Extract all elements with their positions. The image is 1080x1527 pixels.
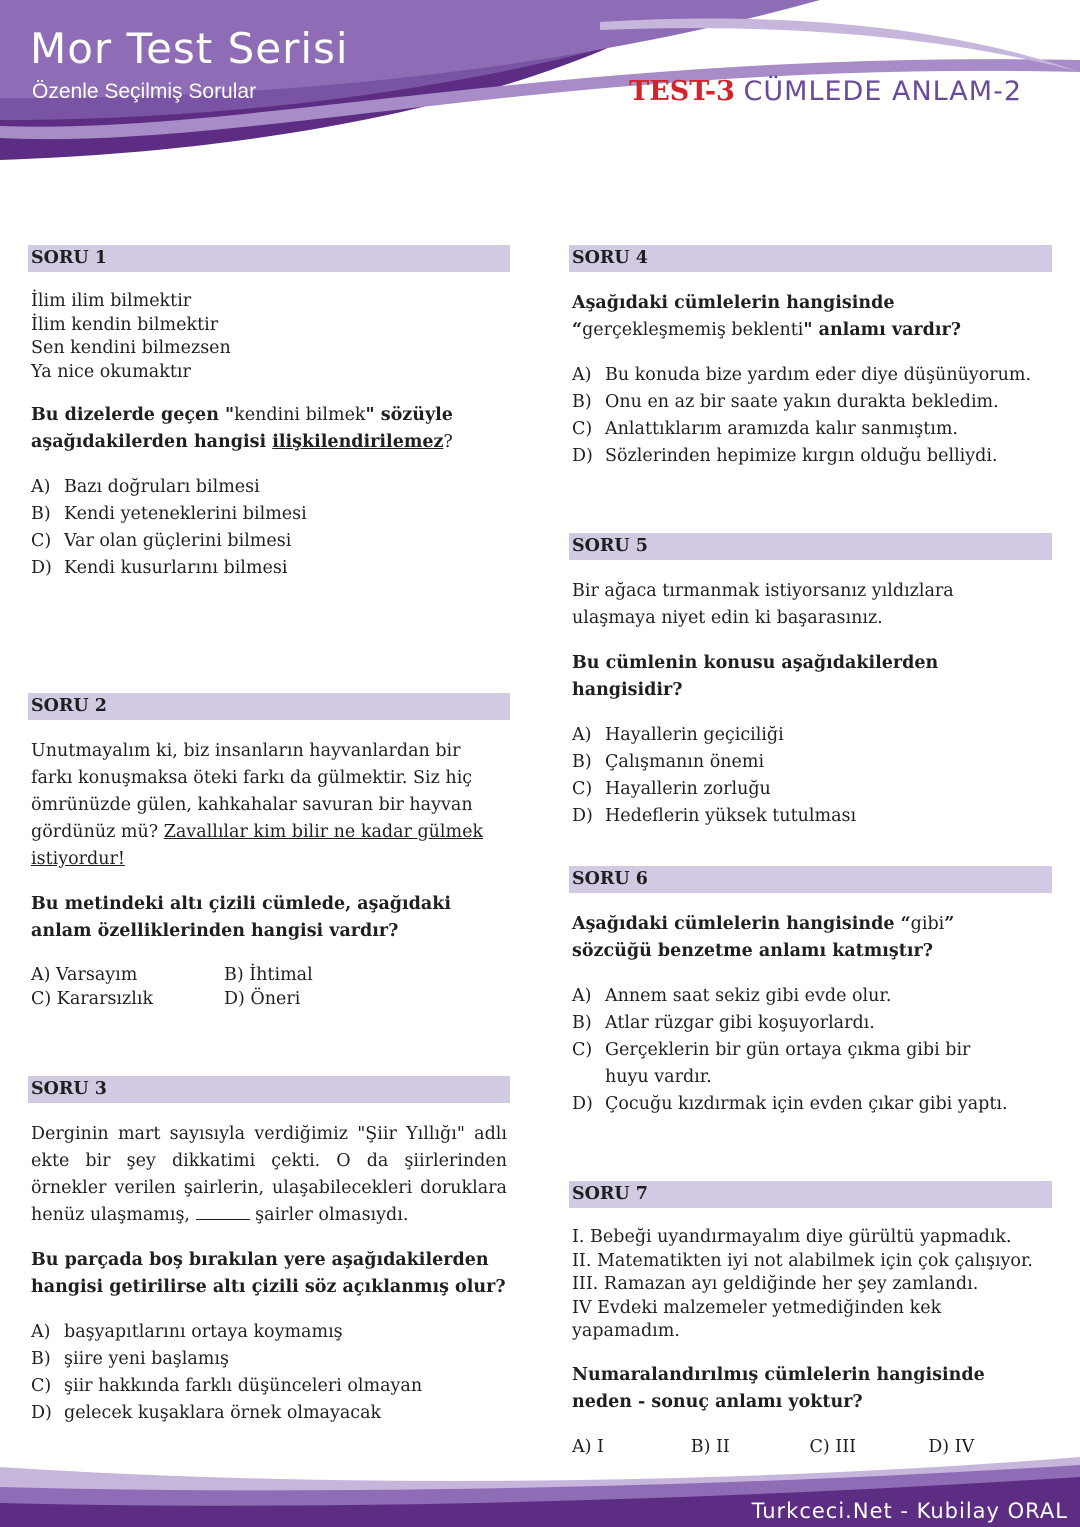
question-stem: Bu cümlenin konusu aşağıdakilerden hangisidir? bbox=[572, 653, 939, 700]
poem bbox=[31, 290, 510, 384]
question-stem: Aşağıdaki cümlelerin hangisinde “gibi” sözcüğü benzetme anlamı katmıştır? bbox=[572, 914, 955, 961]
option-a[interactable]: A) Bazı doğruları bilmesi bbox=[31, 477, 260, 497]
brand-title: Mor Test Serisi bbox=[30, 24, 349, 73]
question-3 bbox=[28, 1076, 510, 1427]
poem-line: İlim kendin bilmektir bbox=[31, 314, 219, 335]
question-5-header: SORU 5 bbox=[569, 533, 1052, 560]
question-7-header: SORU 7 bbox=[569, 1181, 1052, 1208]
numbered-sentences bbox=[572, 1226, 1047, 1344]
option-a[interactable]: A) I bbox=[572, 1436, 604, 1457]
options-list bbox=[31, 474, 510, 582]
options-list bbox=[572, 362, 1042, 470]
question-6 bbox=[569, 866, 1052, 1118]
question-5 bbox=[569, 533, 1052, 830]
question-stem: Aşağıdaki cümlelerin hangisinde “gerçekleşmemiş beklenti" anlamı vardır? bbox=[572, 293, 962, 340]
option-d[interactable]: D) Çocuğu kızdırmak için evden çıkar gibi yaptı. bbox=[572, 1094, 1008, 1114]
sentence-item: III. Ramazan ayı geldiğinde her şey zamlandı. bbox=[572, 1274, 979, 1294]
option-c[interactable]: C) Gerçeklerin bir gün ortaya çıkma gibi bir huyu vardır. bbox=[572, 1040, 971, 1087]
question-stem: Bu dizelerde geçen "kendini bilmek" sözüyle aşağıdakilerden hangisi ilişkilendirilemez? bbox=[31, 405, 453, 452]
sentence-item: II. Matematikten iyi not alabilmek için çok çalışıyor. bbox=[572, 1250, 1033, 1271]
option-b[interactable]: B) Onu en az bir saate yakın durakta bekledim. bbox=[572, 392, 999, 412]
brand-subtitle: Özenle Seçilmiş Sorular bbox=[32, 80, 257, 103]
sentence-item: IV Evdeki malzemeler yetmediğinden kek yapamadım. bbox=[572, 1297, 942, 1341]
question-2-header: SORU 2 bbox=[28, 693, 510, 720]
option-b[interactable]: B) şiire yeni başlamış bbox=[31, 1349, 229, 1369]
option-b[interactable]: B) Atlar rüzgar gibi koşuyorlardı. bbox=[572, 1013, 875, 1033]
option-b[interactable]: B) Kendi yeteneklerini bilmesi bbox=[31, 504, 307, 524]
footer-credit: Turkceci.Net - Kubilay ORAL bbox=[751, 1499, 1068, 1523]
passage: Derginin mart sayısıyla verdiğimiz "Şiir Yıllığı" adlı ekte bir şey dikkatimi çekti. O da şiirlerinden örnekler verilen şairlerin, ulaşabilecekleri doruklara henüz ulaşmamış, şairler olmasıydı. bbox=[31, 1124, 507, 1225]
question-1 bbox=[28, 245, 510, 582]
poem-line: Sen kendini bilmezsen bbox=[31, 338, 231, 358]
passage: Bir ağaca tırmanmak istiyorsanız yıldızlara ulaşmaya niyet edin ki başarasınız. bbox=[572, 581, 954, 628]
options-list bbox=[31, 1319, 507, 1427]
question-4 bbox=[569, 245, 1052, 470]
option-a[interactable]: A) başyapıtlarını ortaya koymamış bbox=[31, 1322, 343, 1342]
poem-line: Ya nice okumaktır bbox=[31, 361, 191, 382]
poem-line: İlim ilim bilmektir bbox=[31, 291, 192, 311]
question-2 bbox=[28, 693, 510, 1011]
passage: Unutmayalım ki, biz insanların hayvanlardan bir farkı konuşmaksa öteki farkı da gülmektir. Siz hiç ömrünüzde gülen, kahkahalar savuran bir hayvan gördünüz mü? Zavallılar kim bilir ne kadar gülmek istiyordur! bbox=[31, 741, 484, 869]
option-d[interactable]: D) Öneri bbox=[224, 989, 301, 1009]
option-d[interactable]: D) Sözlerinden hepimize kırgın olduğu belliydi. bbox=[572, 446, 998, 466]
option-a[interactable]: A) Annem saat sekiz gibi evde olur. bbox=[572, 986, 892, 1006]
question-stem: Bu parçada boş bırakılan yere aşağıdakilerden hangisi getirilirse altı çizili söz açıklanmış olur? bbox=[31, 1250, 506, 1297]
option-c[interactable]: C) Hayallerin zorluğu bbox=[572, 779, 771, 799]
test-title bbox=[629, 76, 1022, 107]
test-name: CÜMLEDE ANLAM-2 bbox=[743, 76, 1022, 107]
option-c[interactable]: C) III bbox=[809, 1436, 857, 1457]
option-d[interactable]: D) Hedeflerin yüksek tutulması bbox=[572, 806, 857, 826]
options-list bbox=[572, 722, 1042, 830]
question-1-header: SORU 1 bbox=[28, 245, 510, 272]
option-c[interactable]: C) Var olan güçlerini bilmesi bbox=[31, 531, 292, 551]
option-c[interactable]: C) Kararsızlık bbox=[31, 989, 154, 1009]
options-list bbox=[572, 983, 1012, 1118]
question-stem: Bu metindeki altı çizili cümlede, aşağıdaki anlam özelliklerinden hangisi vardır? bbox=[31, 894, 452, 941]
option-d[interactable]: D) Kendi kusurlarını bilmesi bbox=[31, 558, 288, 578]
answer-blank bbox=[196, 1205, 250, 1220]
option-b[interactable]: B) İhtimal bbox=[224, 965, 313, 985]
option-c[interactable]: C) şiir hakkında farklı düşünceleri olmayan bbox=[31, 1376, 423, 1396]
options-list bbox=[31, 963, 491, 1011]
sentence-item: I. Bebeği uyandırmayalım diye gürültü yapmadık. bbox=[572, 1227, 1012, 1247]
option-d[interactable]: D) IV bbox=[928, 1436, 975, 1457]
test-code: TEST-3 bbox=[629, 76, 735, 107]
option-a[interactable]: A) Hayallerin geçiciliği bbox=[572, 725, 784, 745]
option-b[interactable]: B) II bbox=[690, 1436, 730, 1457]
question-4-header: SORU 4 bbox=[569, 245, 1052, 272]
option-a[interactable]: A) Varsayım bbox=[31, 965, 138, 985]
question-7 bbox=[569, 1181, 1052, 1461]
option-d[interactable]: D) gelecek kuşaklara örnek olmayacak bbox=[31, 1403, 382, 1423]
question-6-header: SORU 6 bbox=[569, 866, 1052, 893]
option-c[interactable]: C) Anlattıklarım aramızda kalır sanmıştım. bbox=[572, 419, 958, 439]
question-3-header: SORU 3 bbox=[28, 1076, 510, 1103]
question-stem: Numaralandırılmış cümlelerin hangisinde neden - sonuç anlamı yoktur? bbox=[572, 1364, 985, 1412]
option-a[interactable]: A) Bu konuda bize yardım eder diye düşünüyorum. bbox=[572, 365, 1032, 385]
option-b[interactable]: B) Çalışmanın önemi bbox=[572, 752, 765, 772]
